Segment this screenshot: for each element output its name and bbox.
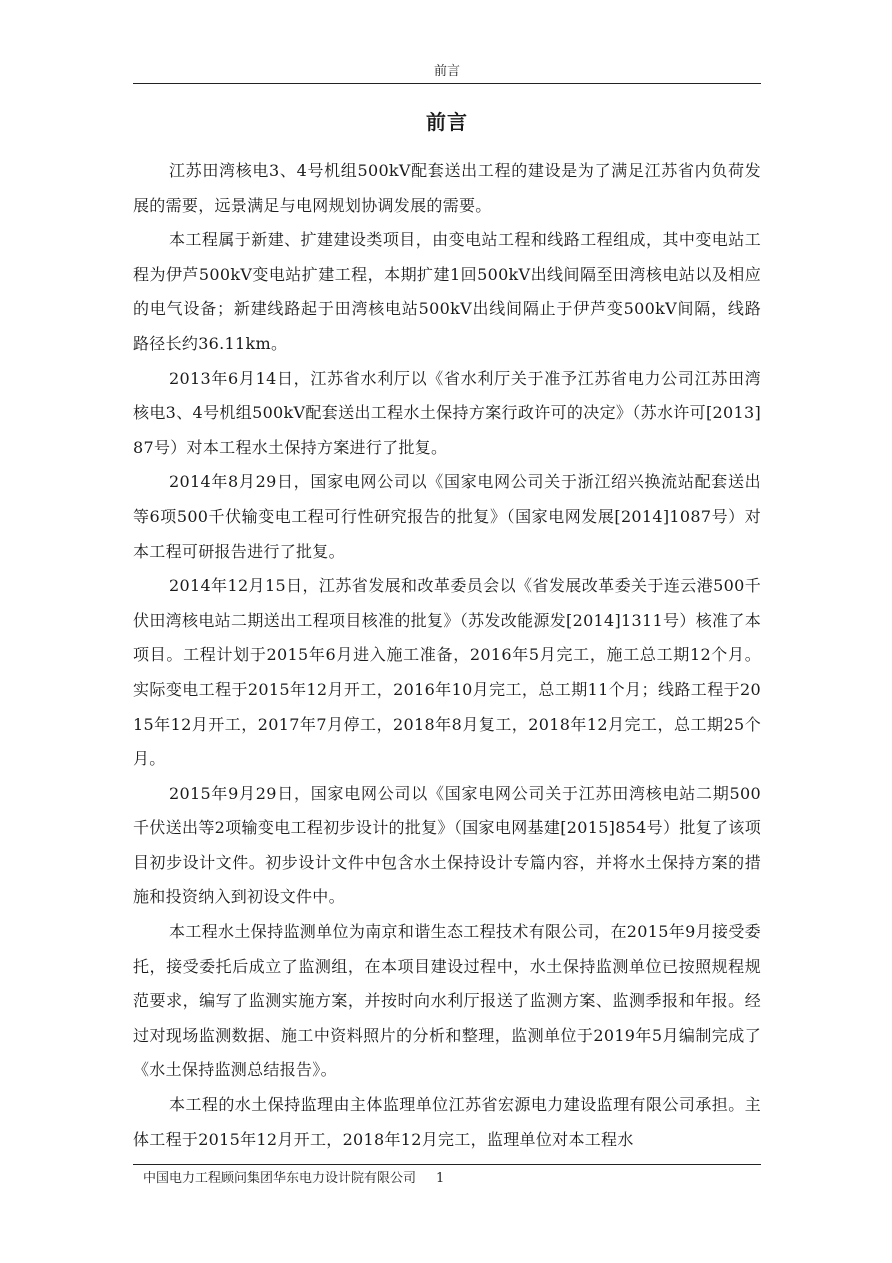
header-divider [133, 83, 761, 84]
paragraph: 2014年8月29日，国家电网公司以《国家电网公司关于浙江绍兴换流站配套送出等6项500千伏输变电工程可行性研究报告的批复》（国家电网发展[2014]1087号）对本工程可研报告进行了批复。 [133, 472, 761, 561]
paragraph: 本工程属于新建、扩建建设类项目，由变电站工程和线路工程组成，其中变电站工程为伊芦500kV变电站扩建工程，本期扩建1回500kV出线间隔至田湾核电站以及相应的电气设备；新建线路起于田湾核电站500kV出线间隔止于伊芦变500kV间隔，线路路径长约36.11km。 [133, 230, 761, 353]
running-header: 前言 [433, 64, 460, 79]
page-title: 前言 [426, 110, 468, 134]
footer-organization: 中国电力工程顾问集团华东电力设计院有限公司 [143, 1171, 417, 1186]
paragraph: 本工程水土保持监测单位为南京和谐生态工程技术有限公司，在2015年9月接受委托，接受委托后成立了监测组，在本项目建设过程中，水土保持监测单位已按照规程规范要求，编写了监测实施方案，并按时向水利厅报送了监测方案、监测季报和年报。经过对现场监测数据、施工中资料照片的分析和整理，监测单位于2019年5月编制完成了《水土保持监测总结报告》。 [133, 922, 761, 1080]
paragraph: 本工程的水土保持监理由主体监理单位江苏省宏源电力建设监理有限公司承担。主体工程于2015年12月开工，2018年12月完工，监理单位对本工程水 [133, 1095, 761, 1149]
paragraph: 2015年9月29日，国家电网公司以《国家电网公司关于江苏田湾核电站二期500千伏送出等2项输变电工程初步设计的批复》（国家电网基建[2015]854号）批复了该项目初步设计文件。初步设计文件中包含水土保持设计专篇内容，并将水土保持方案的措施和投资纳入到初设文件中。 [133, 783, 761, 907]
paragraph: 2013年6月14日，江苏省水利厅以《省水利厅关于准予江苏省电力公司江苏田湾核电3、4号机组500kV配套送出工程水土保持方案行政许可的决定》（苏水许可[2013]87号）对本工程水土保持方案进行了批复。 [133, 368, 761, 457]
paragraph: 2014年12月15日，江苏省发展和改革委员会以《省发展改革委关于连云港500千伏田湾核电站二期送出工程项目核准的批复》（苏发改能源发[2014]1311号）核准了本项目。工程计划于2015年6月进入施工准备，2016年5月完工，施工总工期12个月。实际变电工程于2015年12月开工，2016年10月完工，总工期11个月；线路工程于2015年12月开工，2017年7月停工，2018年8月复工，2018年12月完工，总工期25个月。 [133, 576, 761, 769]
paragraph: 江苏田湾核电3、4号机组500kV配套送出工程的建设是为了满足江苏省内负荷发展的需要，远景满足与电网规划协调发展的需要。 [133, 161, 761, 215]
footer-divider [133, 1164, 761, 1165]
body-text [133, 154, 761, 1157]
page-number: 1 [436, 1171, 445, 1186]
page-footer [143, 1171, 444, 1187]
